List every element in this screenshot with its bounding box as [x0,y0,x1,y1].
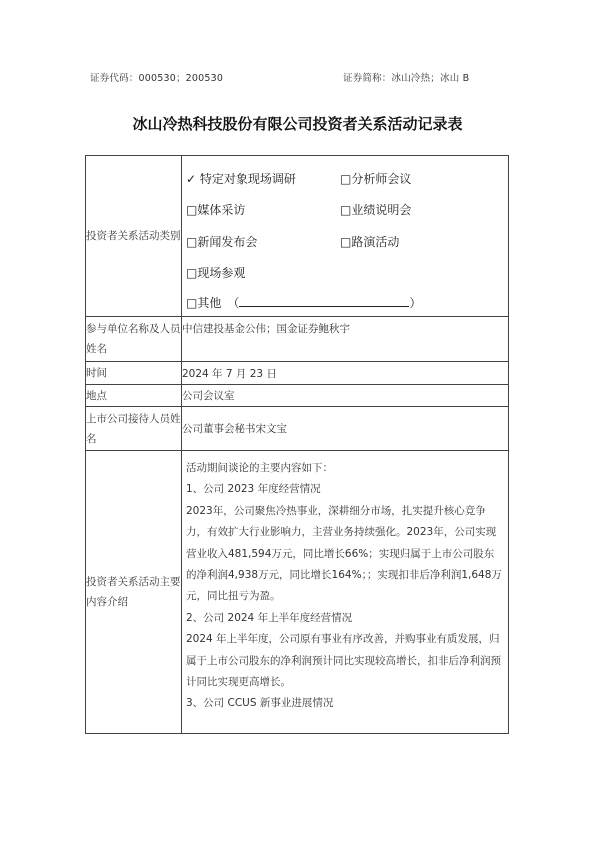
content-paragraph: 活动期间谈论的主要内容如下： [186,462,333,474]
row-content [86,451,509,734]
row-host [86,407,509,451]
option-roadshow[interactable] [340,233,399,250]
checkbox-icon: □ [186,265,198,280]
header-stock-code: 证券代码：000530；200530 [90,73,224,84]
checkbox-icon: □ [340,171,352,186]
content-paragraph: 2024 年上半年度，公司原有事业有序改善，并购事业有质发展，归属于上市公司股东的净利润预计同比实现较高增长，扣非后净利润预计同比实现更高增长。 [186,633,501,689]
option-label: 新闻发布会 [197,234,258,249]
header-stock-name: 证券简称：冰山冷热；冰山 B [343,73,470,84]
record-table [85,155,509,734]
other-underline [239,294,409,307]
option-label: 业绩说明会 [351,202,412,217]
option-label: 现场参观 [197,265,246,280]
checkbox-icon: □ [186,234,198,249]
option-other[interactable] [186,294,421,311]
participants-label: 参与单位名称及人员姓名 [86,317,182,362]
row-time [86,362,509,385]
option-label: 分析师会议 [351,171,412,186]
option-media-interview[interactable] [186,201,245,218]
option-label: 媒体采访 [197,202,246,217]
other-open-paren: （ [227,295,240,310]
option-press-conference[interactable] [186,233,257,250]
option-earnings-call[interactable] [340,201,411,218]
content-heading: 3、公司 CCUS 新事业进展情况 [186,697,334,710]
content-label: 投资者关系活动主要内容介绍 [86,451,182,734]
content-heading: 2、公司 2024 年上半年度经营情况 [186,611,353,624]
option-site-research[interactable] [186,170,296,187]
option-label: 特定对象现场调研 [199,171,296,186]
participants-value: 中信建投基金公伟；国金证券鲍秋宇 [182,317,509,362]
activity-type-label: 投资者关系活动类别 [86,156,182,317]
checkbox-icon: □ [340,234,352,249]
option-label: 其他 [197,295,222,310]
activity-type-options [182,156,509,317]
host-label: 上市公司接待人员姓名 [86,407,182,451]
time-value: 2024 年 7 月 23 日 [182,362,509,385]
option-analyst-meeting[interactable] [340,170,411,187]
checkmark-icon: ✓ [186,171,197,186]
other-close-paren: ） [409,295,422,310]
host-value: 公司董事会秘书宋文宝 [182,407,509,451]
content-heading: 1、公司 2023 年度经营情况 [186,483,321,496]
checkbox-icon: □ [186,202,198,217]
place-value: 公司会议室 [182,385,509,407]
option-label: 路演活动 [351,234,400,249]
row-place [86,385,509,407]
option-site-visit[interactable] [186,264,245,281]
content-body [182,451,509,734]
content-paragraph: 2023年，公司聚焦冷热事业，深耕细分市场，扎实提升核心竞争力，有效扩大行业影响力，主营业务持续强化。2023年，公司实现营业收入481,594万元，同比增长66%；实现归属于上市公司股东的净利润4,938万元，同比增长164%；；实现扣非后净利润1,648万元，同比扭亏为盈。 [186,504,502,603]
time-label: 时间 [86,362,182,385]
row-activity-type [86,156,509,317]
checkbox-icon: □ [186,295,198,310]
checkbox-icon: □ [340,202,352,217]
place-label: 地点 [86,385,182,407]
row-participants [86,317,509,362]
document-title: 冰山冷热科技股份有限公司投资者关系活动记录表 [132,115,463,133]
